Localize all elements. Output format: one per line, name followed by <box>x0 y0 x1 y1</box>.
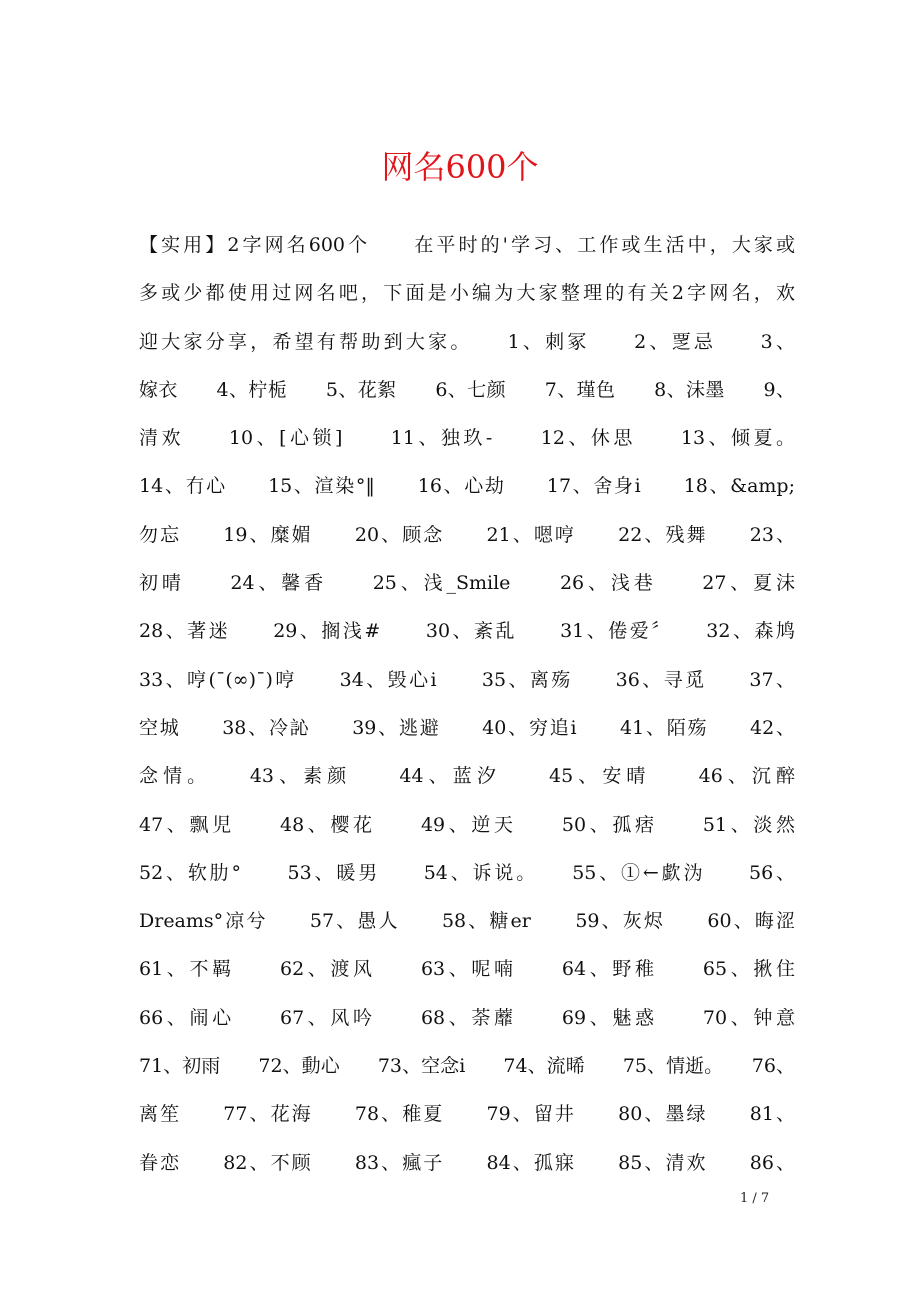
text-line: 【实用】2字网名600个 在平时的'学习、工作或生活中，大家或 <box>139 234 795 256</box>
text-line: 空城 38、冷訫 39、逃避 40、穷追i 41、陌殇 42、 <box>139 716 795 739</box>
text-line: 28、著迷 29、搁浅# 30、紊乱 31、倦爱〞 32、森鸠 <box>139 620 795 643</box>
text-line: 71、初雨 72、動心 73、空念i 74、流晞 75、情逝。 76、 <box>139 1055 795 1078</box>
text-line: 迎大家分享，希望有帮助到大家。 1、刺冢 2、覂忌 3、 <box>139 330 795 353</box>
text-line: 嫁衣 4、柠栀 5、花絮 6、七颜 7、瑾色 8、沫墨 9、 <box>139 378 795 401</box>
text-line: 52、软肋° 53、暖男 54、诉说。 55、①←歔沩 56、 <box>139 861 795 884</box>
body-paragraph <box>139 223 795 1189</box>
text-line: 清欢 10、[心锁] 11、独玖- 12、休思 13、倾夏。 <box>139 427 795 450</box>
text-line: 61、不羁 62、渡风 63、呢喃 64、野稚 65、揪住 <box>139 958 795 981</box>
text-line: 眷恋 82、不顾 83、瘋子 84、孤寐 85、清欢 86、 <box>139 1151 795 1174</box>
text-line: 离笙 77、花海 78、稚夏 79、留井 80、墨绿 81、 <box>139 1103 795 1126</box>
text-line: Dreams°凉兮 57、愚人 58、糖er 59、灰烬 60、晦涩 <box>139 910 795 933</box>
text-line: 33、哼(¯(∞)¯)哼 34、毁心i 35、离殇 36、寻觅 37、 <box>139 668 795 691</box>
text-line: 念情。 43、素颜 44、蓝汐 45、安晴 46、沉醉 <box>139 765 795 788</box>
page-number: 1 / 7 <box>740 1191 770 1206</box>
text-line: 47、飘児 48、樱花 49、逆天 50、孤痞 51、淡然 <box>139 813 795 836</box>
text-line: 初晴 24、馨香 25、浅_Smile 26、浅巷 27、夏沫 <box>139 572 795 595</box>
text-line: 勿忘 19、糜媚 20、顾念 21、嗯哼 22、残舞 23、 <box>139 523 795 546</box>
text-line: 66、闹心 67、风吟 68、荼蘼 69、魅惑 70、钟意 <box>139 1006 795 1029</box>
document-title: 网名600个 <box>381 148 539 186</box>
text-line: 多或少都使用过网名吧，下面是小编为大家整理的有关2字网名，欢 <box>139 282 795 305</box>
text-line: 14、冇心 15、渲染°‖ 16、心劫 17、舍身i 18、&amp; <box>139 475 795 498</box>
